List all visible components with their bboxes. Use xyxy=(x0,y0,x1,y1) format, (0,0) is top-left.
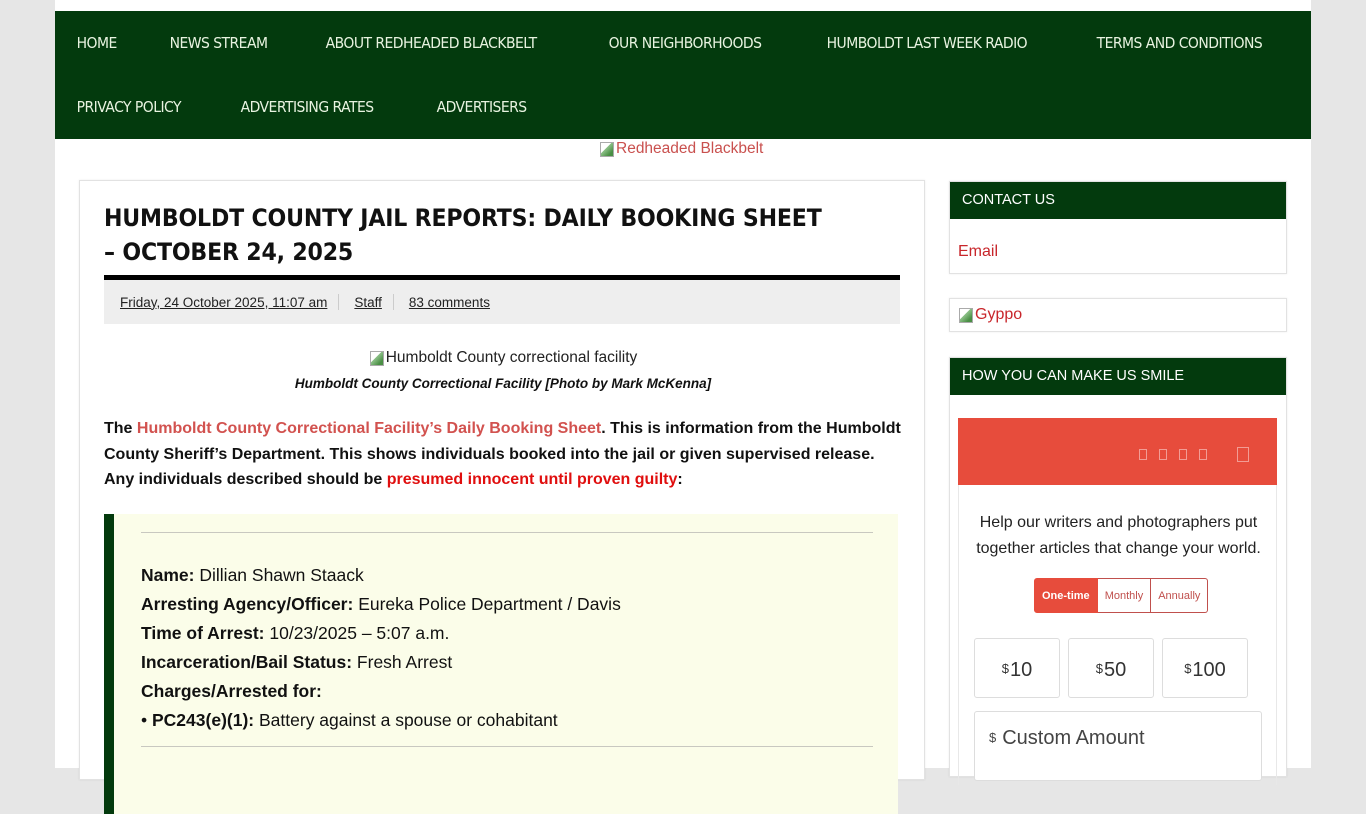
intro-text: . This is information from the Humboldt County Sheriff’s Department. This shows individuals booked into the jail or given supervised release. Any individuals described should be xyxy=(104,420,901,488)
article-card xyxy=(79,180,925,780)
nav-item-home[interactable]: HOME xyxy=(76,34,117,52)
meta-separator xyxy=(338,294,339,310)
nav-item-about[interactable]: ABOUT REDHEADED BLACKBELT xyxy=(325,34,537,52)
ad-alt-text: Gyppo xyxy=(975,306,1023,323)
step-indicators xyxy=(1139,447,1249,462)
field-value: 10/23/2025 – 5:07 a.m. xyxy=(269,623,450,643)
broken-image-icon xyxy=(599,141,615,157)
article-figure xyxy=(80,347,926,391)
field-value: Dillian Shawn Staack xyxy=(199,565,364,585)
step-icon xyxy=(1179,449,1187,460)
site-logo-banner[interactable] xyxy=(599,139,763,159)
widget-title: CONTACT US xyxy=(950,182,1286,219)
facility-image xyxy=(369,347,638,369)
intro-text: The xyxy=(104,420,137,437)
nav-item-advertisers[interactable]: ADVERTISERS xyxy=(436,98,527,116)
booking-fields xyxy=(141,561,621,735)
post-meta xyxy=(104,280,900,324)
gyppo-ad-link[interactable] xyxy=(958,306,1022,324)
secure-lock-icon xyxy=(1237,447,1249,462)
meta-separator xyxy=(393,294,394,310)
freq-monthly[interactable]: Monthly xyxy=(1098,578,1152,613)
booking-entry xyxy=(104,514,898,814)
currency-symbol: $ xyxy=(989,730,997,745)
agency-row xyxy=(141,590,621,619)
currency-symbol: $ xyxy=(1001,661,1009,676)
page-title: HUMBOLDT COUNTY JAIL REPORTS: DAILY BOOKING SHEET – OCTOBER 24, 2025 xyxy=(104,204,822,266)
broken-image-icon xyxy=(958,307,974,323)
broken-image-icon xyxy=(369,350,385,366)
amount-value: 50 xyxy=(1103,659,1127,681)
nav-item-radio[interactable]: HUMBOLDT LAST WEEK RADIO xyxy=(826,34,1027,52)
nav-item-privacy[interactable]: PRIVACY POLICY xyxy=(76,98,181,116)
logo-alt-text: Redheaded Blackbelt xyxy=(616,140,764,157)
donation-form-body xyxy=(958,485,1277,785)
image-caption: Humboldt County Correctional Facility [Photo by Mark McKenna] xyxy=(294,376,712,391)
field-label: Name: xyxy=(141,565,195,585)
step-icon xyxy=(1139,449,1147,460)
amount-value: 100 xyxy=(1192,659,1226,681)
donation-widget xyxy=(949,357,1287,777)
comments-link[interactable]: 83 comments xyxy=(408,294,490,310)
field-value: Fresh Arrest xyxy=(356,652,453,672)
divider xyxy=(141,746,873,747)
custom-amount-input[interactable] xyxy=(974,711,1262,781)
frequency-toggle xyxy=(1034,578,1208,613)
donation-help-text: Help our writers and photographers put together articles that change your world. xyxy=(976,514,1261,557)
field-label: Charges/Arrested for: xyxy=(141,681,322,701)
step-icon xyxy=(1199,449,1207,460)
time-row xyxy=(141,619,621,648)
nav-item-ad-rates[interactable]: ADVERTISING RATES xyxy=(240,98,374,116)
nav-item-terms[interactable]: TERMS AND CONDITIONS xyxy=(1096,34,1263,52)
divider xyxy=(141,532,873,533)
author-link[interactable]: Staff xyxy=(354,294,382,310)
field-label: Incarceration/Bail Status: xyxy=(141,652,353,672)
field-label: Arresting Agency/Officer: xyxy=(141,594,354,614)
charge-code: PC243(e)(1): xyxy=(152,710,255,730)
email-link[interactable]: Email xyxy=(958,243,999,260)
widget-title: HOW YOU CAN MAKE US SMILE xyxy=(950,358,1286,395)
custom-amount-placeholder: Custom Amount xyxy=(1002,727,1145,749)
step-icon xyxy=(1159,449,1167,460)
nav-item-news-stream[interactable]: NEWS STREAM xyxy=(169,34,268,52)
post-date-link[interactable]: Friday, 24 October 2025, 11:07 am xyxy=(120,294,328,310)
amount-100-button[interactable] xyxy=(1162,638,1248,698)
booking-sheet-link[interactable]: Humboldt County Correctional Facility’s Daily Booking Sheet xyxy=(136,420,602,437)
freq-annually[interactable]: Annually xyxy=(1151,578,1208,613)
amount-50-button[interactable] xyxy=(1068,638,1154,698)
amount-options xyxy=(974,638,1248,698)
gyppo-ad-widget xyxy=(949,298,1287,332)
charge-description: Battery against a spouse or cohabitant xyxy=(259,710,558,730)
image-alt-text: Humboldt County correctional facility xyxy=(385,349,638,366)
freq-one-time[interactable]: One-time xyxy=(1034,578,1098,613)
page-container xyxy=(55,0,1311,768)
donation-form-header xyxy=(958,418,1277,485)
contact-widget xyxy=(949,181,1287,274)
currency-symbol: $ xyxy=(1184,661,1192,676)
status-row xyxy=(141,648,621,677)
charges-header xyxy=(141,677,621,706)
amount-value: 10 xyxy=(1009,659,1033,681)
presumed-innocent-link[interactable]: presumed innocent until proven guilty xyxy=(386,471,678,488)
field-value: Eureka Police Department / Davis xyxy=(358,594,621,614)
currency-symbol: $ xyxy=(1095,661,1103,676)
intro-paragraph xyxy=(104,416,904,493)
main-nav xyxy=(55,11,1311,139)
field-label: Time of Arrest: xyxy=(141,623,265,643)
name-row xyxy=(141,561,621,590)
nav-item-neighborhoods[interactable]: OUR NEIGHBORHOODS xyxy=(608,34,762,52)
amount-10-button[interactable] xyxy=(974,638,1060,698)
intro-text: : xyxy=(677,471,683,488)
charge-item: • PC243(e)(1): Battery against a spouse or cohabitant xyxy=(141,710,558,730)
